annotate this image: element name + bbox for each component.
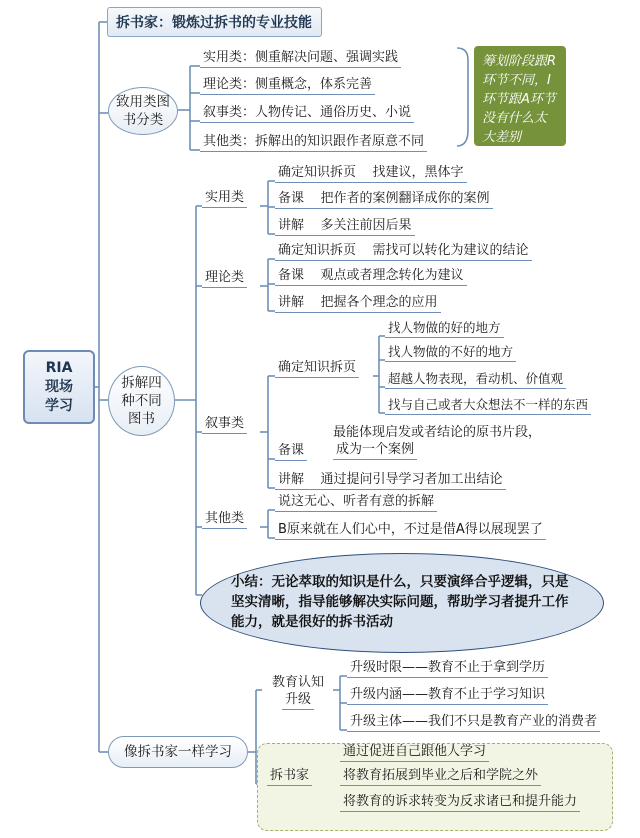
list-item: 超越人物表现，看动机、价值观 xyxy=(385,370,566,389)
list-item: 升级内涵——教育不止于学习知识 xyxy=(347,686,548,705)
branch-four-book-types[interactable]: 拆解四 种不同 图书 xyxy=(108,366,175,436)
edu-upgrade-node[interactable]: 教育认知 升级 xyxy=(263,674,333,710)
category-other[interactable]: 其他类 xyxy=(202,510,247,529)
row-item: 讲解 通过提问引导学习者加工出结论 xyxy=(275,471,506,490)
row-item: 讲解 多关注前因后果 xyxy=(275,217,415,236)
row-item: 备课 把作者的案例翻译成你的案例 xyxy=(275,190,493,209)
summary-bubble: 小结：无论萃取的知识是什么，只要演绎合乎逻辑，只是坚实清晰，指导能够解决实际问题，帮助学习者提升工作能力，就是很好的拆书活动 xyxy=(200,553,604,653)
row-key: 确定知识拆页 xyxy=(275,359,359,378)
book-splitter-node[interactable]: 拆书家 xyxy=(267,767,312,786)
list-item: 通过促进自己跟他人学习 xyxy=(340,743,489,762)
row-item: 讲解 把握各个理念的应用 xyxy=(275,294,441,313)
row-key: 备课 xyxy=(275,442,307,461)
category-theory[interactable]: 理论类 xyxy=(202,269,247,288)
category-practical[interactable]: 实用类 xyxy=(202,189,247,208)
list-item: B原来就在人们心中，不过是借A得以展现罢了 xyxy=(275,521,546,540)
page-title: 拆书家：锻炼过拆书的专业技能 xyxy=(107,7,322,37)
category-narrative[interactable]: 叙事类 xyxy=(202,415,247,434)
list-item: 将教育拓展到毕业之后和学院之外 xyxy=(340,767,541,786)
root-node[interactable]: RIA 现场 学习 xyxy=(23,350,95,424)
list-item: 找人物做的不好的地方 xyxy=(385,343,516,362)
branch-book-classification[interactable]: 致用类图 书分类 xyxy=(108,87,178,135)
list-item: 找与自己或者大众想法不一样的东西 xyxy=(385,396,591,415)
row-item: 备课 观点或者理念转化为建议 xyxy=(275,267,467,286)
row-value: 最能体现启发或者结论的原书片段， 成为一个案例 xyxy=(333,424,541,460)
row-item: 确定知识拆页 需找可以转化为建议的结论 xyxy=(275,242,532,261)
list-item: 实用类：侧重解决问题、强调实践 xyxy=(200,49,401,68)
list-item: 说这无心、听者有意的拆解 xyxy=(275,493,437,512)
row-item: 确定知识拆页 找建议，黑体字 xyxy=(275,164,467,183)
list-item: 其他类：拆解出的知识跟作者原意不同 xyxy=(200,133,427,152)
list-item: 找人物做的好的地方 xyxy=(385,319,504,338)
list-item: 升级主体——我们不只是教育产业的消费者 xyxy=(347,713,600,732)
list-item: 将教育的诉求转变为反求诸已和提升能力 xyxy=(340,793,580,812)
list-item: 理论类：侧重概念，体系完善 xyxy=(200,76,375,95)
list-item: 升级时限——教育不止于拿到学历 xyxy=(347,659,548,678)
branch-learn-like-splitter[interactable]: 像拆书家一样学习 xyxy=(108,736,248,768)
callout-note: 筹划阶段跟R 环节不同，I 环节跟A环节 没有什么太 大差别 xyxy=(474,46,566,146)
list-item: 叙事类：人物传记、通俗历史、小说 xyxy=(200,104,414,123)
